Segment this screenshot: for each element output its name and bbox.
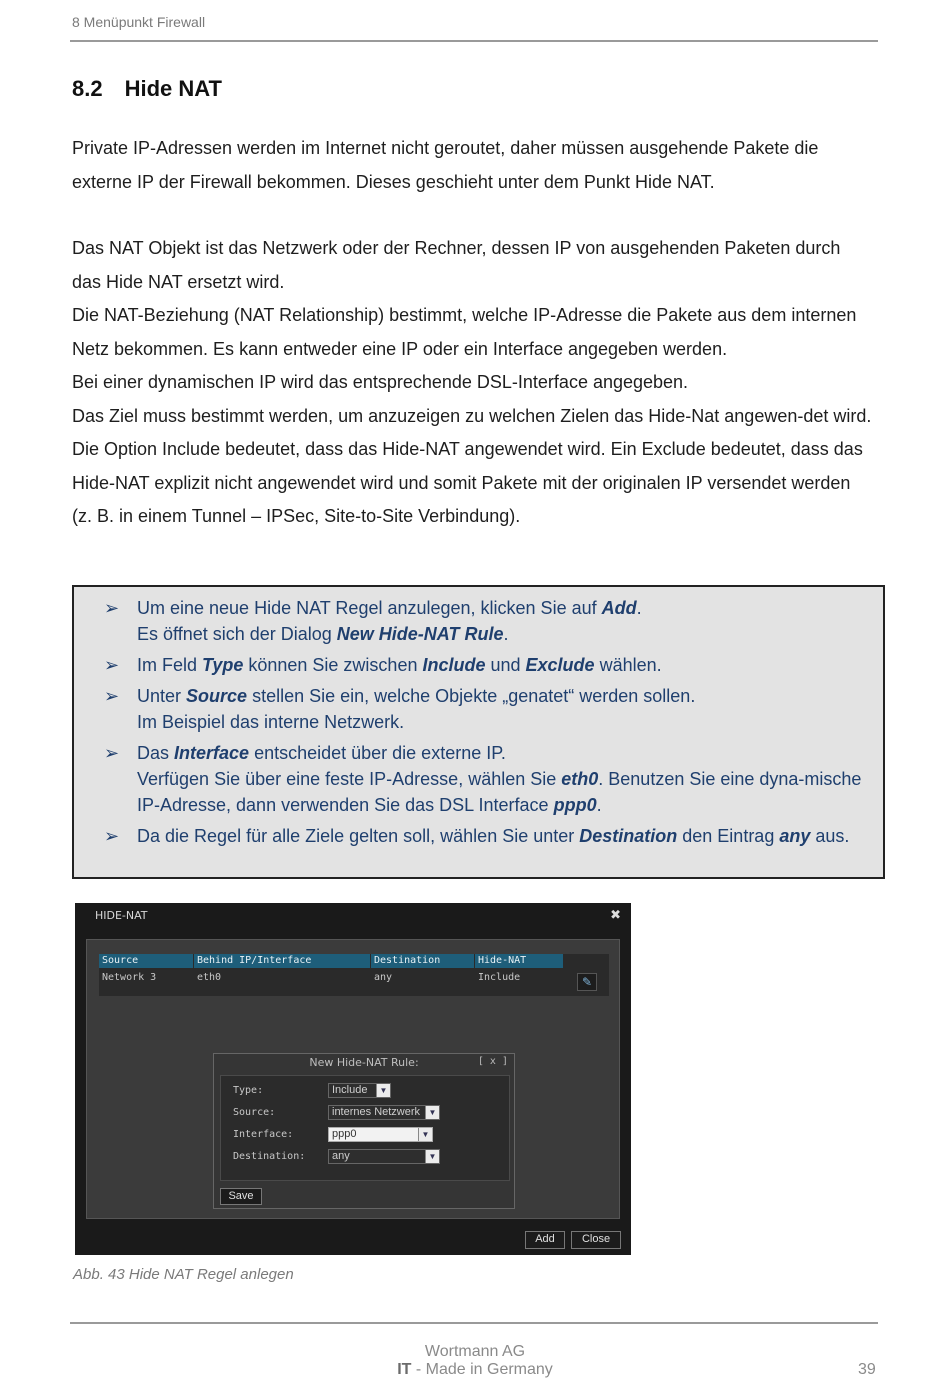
type-select-value: Include <box>332 1084 368 1096</box>
arrow-bullet-icon: ➢ <box>104 743 120 763</box>
column-header-source[interactable]: Source <box>99 954 193 968</box>
instruction-text: Im Beispiel das interne Netzwerk. <box>137 712 405 732</box>
instruction-text: . <box>636 598 642 618</box>
edit-tool-icon[interactable]: ✎ <box>577 973 597 991</box>
instruction-text: entscheidet über die externe IP. <box>249 743 506 763</box>
table-cell-source[interactable]: Network 3 <box>102 972 157 983</box>
section-number: 8.2 <box>72 76 103 101</box>
page-number: 39 <box>858 1361 876 1378</box>
dialog-title: New Hide-NAT Rule: <box>309 1056 419 1069</box>
instruction-text: stellen Sie ein, welche Objekte „genatet“ werden sollen. <box>247 686 696 706</box>
chevron-down-icon[interactable]: ▼ <box>418 1128 432 1141</box>
footer-tagline-bold: IT <box>397 1361 412 1378</box>
instruction-keyword: Add <box>601 598 637 618</box>
hide-nat-screenshot <box>75 903 631 1255</box>
instruction-text: . <box>596 795 602 815</box>
column-header-behind[interactable]: Behind IP/Interface <box>194 954 370 968</box>
destination-select-value: any <box>332 1150 350 1162</box>
nat-explanation <box>72 232 872 534</box>
hide-nat-panel <box>86 939 620 1219</box>
instruction-item-type <box>104 652 869 678</box>
instruction-text: Um eine neue Hide NAT Regel anzulegen, klicken Sie auf <box>137 598 602 618</box>
footer-tagline-rest: - Made in Germany <box>411 1361 553 1378</box>
destination-label: Destination: <box>233 1151 306 1162</box>
interface-select[interactable] <box>328 1127 433 1142</box>
form-row-source <box>233 1104 503 1124</box>
instruction-text: Da die Regel für alle Ziele gelten soll, wählen Sie unter <box>137 826 580 846</box>
paragraph-1: Private IP-Adressen werden im Internet nicht geroutet, daher müssen ausgehende Pakete die externe IP der Firewall bekommen. Dieses geschieht unter dem Punkt Hide NAT. <box>72 138 819 192</box>
form-row-destination <box>233 1148 503 1168</box>
window-title: HIDE-NAT <box>95 909 148 922</box>
interface-select-value: ppp0 <box>332 1128 357 1140</box>
table-cell-hidenat[interactable]: Include <box>478 972 521 983</box>
footer-rule <box>70 1322 878 1324</box>
footer-tagline <box>0 1361 950 1379</box>
instruction-item-source <box>104 683 869 735</box>
chevron-down-icon[interactable]: ▼ <box>376 1084 390 1097</box>
instruction-keyword: ppp0 <box>553 795 597 815</box>
instruction-keyword: Exclude <box>525 655 595 675</box>
instruction-text: können Sie zwischen <box>243 655 423 675</box>
instruction-keyword: Include <box>422 655 486 675</box>
close-button[interactable]: Close <box>571 1231 621 1249</box>
source-select[interactable] <box>328 1105 440 1120</box>
instruction-text: und <box>485 655 526 675</box>
instruction-text: Das <box>137 743 175 763</box>
paragraph-nat-object: Das NAT Objekt ist das Netzwerk oder der Rechner, dessen IP von ausgehenden Paketen durch das Hide NAT ersetzt wird. <box>72 238 841 292</box>
type-label: Type: <box>233 1085 264 1096</box>
close-icon[interactable]: ✖ <box>610 907 621 922</box>
column-header-destination[interactable]: Destination <box>371 954 474 968</box>
footer-company: Wortmann AG <box>424 1343 526 1360</box>
paragraph-destination: Das Ziel muss bestimmt werden, um anzuzeigen zu welchen Zielen das Hide-Nat angewen-det wird. <box>72 405 872 426</box>
section-title-text: Hide NAT <box>124 76 222 101</box>
instruction-item-interface <box>104 740 869 818</box>
instruction-text: . <box>503 624 509 644</box>
interface-label: Interface: <box>233 1129 294 1140</box>
instruction-item-destination <box>104 823 869 849</box>
instruction-list <box>104 595 869 854</box>
header-rule <box>70 40 878 42</box>
source-label: Source: <box>233 1107 276 1118</box>
column-header-hidenat[interactable]: Hide-NAT <box>475 954 563 968</box>
instruction-text: Verfügen Sie über eine feste IP-Adresse, wählen Sie <box>137 769 562 789</box>
instruction-keyword: Interface <box>174 743 250 763</box>
paragraph-include-exclude: Die Option Include bedeutet, dass das Hide-NAT angewendet wird. Ein Exclude bedeutet, dass das Hide-NAT explizit nicht angewendet wird und somit Pakete mit der originalen IP versendet werden (z. B. in einem Tunnel – IPSec, Site-to-Site Verbindung). <box>72 439 863 526</box>
arrow-bullet-icon: ➢ <box>104 826 120 846</box>
instruction-text: Im Feld <box>137 655 203 675</box>
instruction-box <box>72 585 885 879</box>
rules-table <box>99 954 609 996</box>
source-select-value: internes Netzwerk <box>332 1106 421 1118</box>
instruction-text: wählen. <box>594 655 662 675</box>
arrow-bullet-icon: ➢ <box>104 686 120 706</box>
instruction-text: den Eintrag <box>677 826 780 846</box>
table-cell-destination[interactable]: any <box>374 972 393 983</box>
chevron-down-icon[interactable]: ▼ <box>425 1150 439 1163</box>
instruction-keyword: Destination <box>579 826 678 846</box>
intro-paragraph <box>72 132 872 199</box>
save-button[interactable]: Save <box>220 1188 262 1205</box>
instruction-text: . Benutzen Sie eine dyna-mische IP-Adresse, dann verwenden Sie das DSL Interface <box>137 769 862 815</box>
new-rule-dialog <box>213 1053 515 1209</box>
dialog-close-button[interactable]: [ x ] <box>477 1056 508 1067</box>
instruction-keyword: Source <box>186 686 248 706</box>
instruction-keyword: New Hide-NAT Rule <box>336 624 504 644</box>
instruction-keyword: Type <box>202 655 244 675</box>
table-cell-behind[interactable]: eth0 <box>197 972 222 983</box>
instruction-keyword: any <box>779 826 811 846</box>
instruction-text: aus. <box>810 826 850 846</box>
instruction-text: Unter <box>137 686 187 706</box>
arrow-bullet-icon: ➢ <box>104 598 120 618</box>
instruction-text: Es öffnet sich der Dialog <box>137 624 337 644</box>
running-head: 8 Menüpunkt Firewall <box>72 14 206 30</box>
form-row-type <box>233 1082 503 1102</box>
instruction-keyword: eth0 <box>561 769 599 789</box>
chevron-down-icon[interactable]: ▼ <box>425 1106 439 1119</box>
paragraph-dynamic-ip: Bei einer dynamischen IP wird das entsprechende DSL-Interface angegeben. <box>72 372 689 392</box>
section-title <box>72 76 222 102</box>
destination-select[interactable] <box>328 1149 440 1164</box>
instruction-item-add <box>104 595 869 647</box>
add-button[interactable]: Add <box>525 1231 565 1249</box>
type-select[interactable] <box>328 1083 391 1098</box>
figure-caption: Abb. 43 Hide NAT Regel anlegen <box>73 1266 294 1283</box>
form-row-interface <box>233 1126 503 1146</box>
dialog-form <box>220 1075 510 1181</box>
paragraph-nat-relationship: Die NAT-Beziehung (NAT Relationship) bestimmt, welche IP-Adresse die Pakete aus dem internen Netz bekommen. Es kann entweder eine IP oder ein Interface angegeben werden. <box>72 305 857 359</box>
arrow-bullet-icon: ➢ <box>104 655 120 675</box>
